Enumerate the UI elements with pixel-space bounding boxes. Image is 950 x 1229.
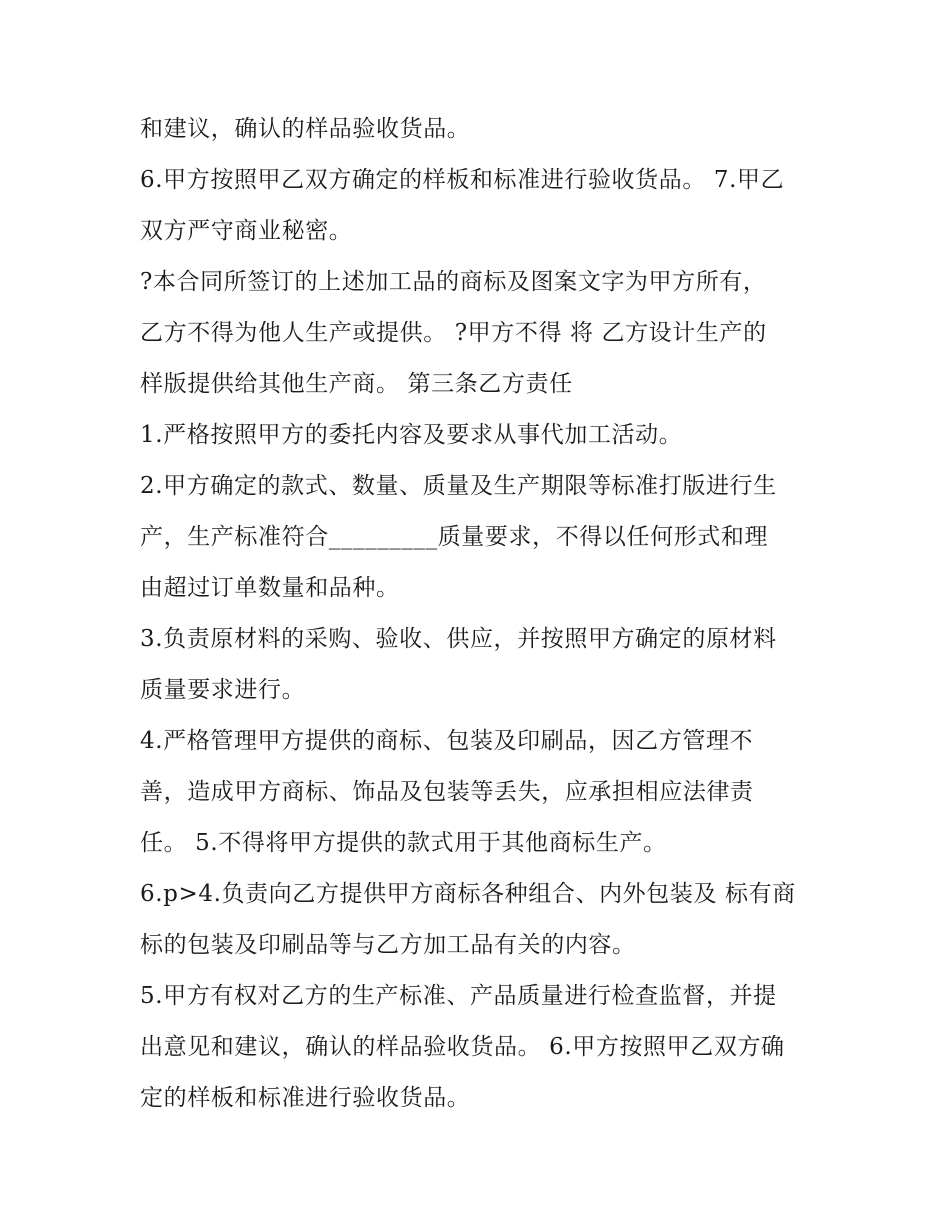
text-line: 由超过订单数量和品种。 <box>140 575 400 601</box>
document-body <box>140 104 840 1124</box>
text-line: 定的样板和标准进行验收货品。 <box>140 1085 471 1111</box>
text-line: 善，造成甲方商标、饰品及包装等丢失，应承担相应法律责 <box>140 779 754 805</box>
text-line: 双方严守商业秘密。 <box>140 218 353 244</box>
text-line: 6.甲方按照甲乙双方确定的样板和标准进行验收货品。 7.甲乙 <box>140 167 785 193</box>
text-line: 1.严格按照甲方的委托内容及要求从事代加工活动。 <box>140 422 683 448</box>
text-line: 样版提供给其他生产商。 第三条乙方责任 <box>140 371 573 397</box>
text-line: 2.甲方确定的款式、数量、质量及生产期限等标准打版进行生 <box>140 473 777 499</box>
text-line: 和建议，确认的样品验收货品。 <box>140 116 471 142</box>
text-line: 产，生产标准符合_________质量要求，不得以任何形式和理 <box>140 524 769 550</box>
text-line: 乙方不得为他人生产或提供。 ?甲方不得 将 乙方设计生产的 <box>140 320 767 346</box>
text-line: 质量要求进行。 <box>140 677 306 703</box>
text-line: 5.甲方有权对乙方的生产标准、产品质量进行检查监督，并提 <box>140 983 777 1009</box>
text-line: 出意见和建议，确认的样品验收货品。 6.甲方按照甲乙双方确 <box>140 1034 785 1060</box>
text-line: 任。 5.不得将甲方提供的款式用于其他商标生产。 <box>140 830 667 856</box>
text-line: 4.严格管理甲方提供的商标、包装及印刷品，因乙方管理不 <box>140 728 754 754</box>
text-line: 6.p>4.负责向乙方提供甲方商标各种组合、内外包装及 标有商 <box>140 881 796 907</box>
text-line: 3.负责原材料的采购、验收、供应，并按照甲方确定的原材料 <box>140 626 777 652</box>
text-line: ?本合同所签订的上述加工品的商标及图案文字为甲方所有， <box>140 269 767 295</box>
text-line: 标的包装及印刷品等与乙方加工品有关的内容。 <box>140 932 636 958</box>
